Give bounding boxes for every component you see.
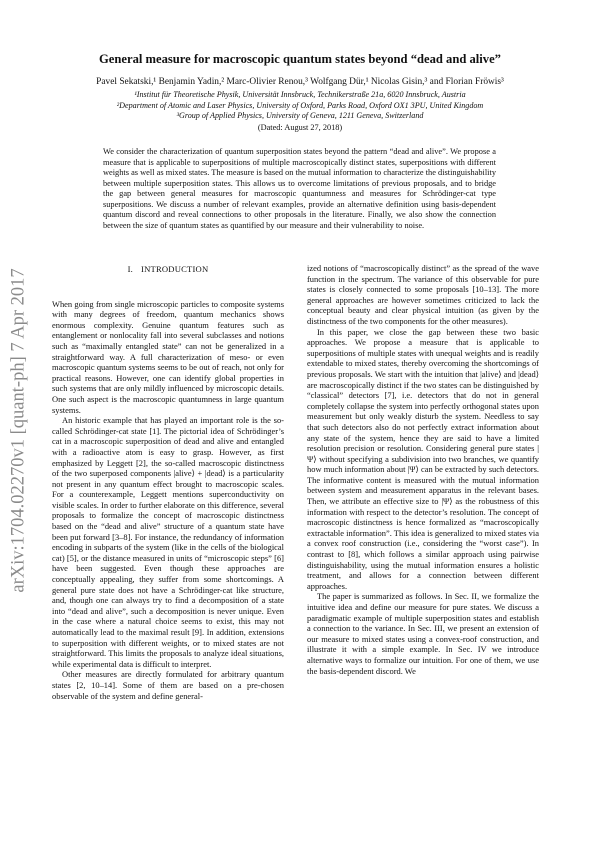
dated-line: (Dated: August 27, 2018) xyxy=(257,122,343,132)
left-column xyxy=(52,262,284,701)
arxiv-stamp xyxy=(4,250,34,610)
paragraph: The paper is summarized as follows. In Sec. II, we formalize the intuitive idea and define our measure for pure states. We discuss a paradigmatic example of multiple superposition states and establish a connection to the variance. In Sec. III, we present an extension of our measure to mixed states using a convex-roof construction, and illustrate it with a simple example. In Sec. IV we introduce alternative ways to formalize our intuition. For one of them, we use the basis-dependent discord. We xyxy=(307,591,539,676)
arxiv-id[interactable]: arXiv:1704.02270v1 [quant-ph] 7 Apr 2017 xyxy=(8,267,29,593)
abstract: We consider the characterization of quantum superposition states beyond the pattern “dead and alive”. We propose a measure that is applicable to superpositions of multiple macroscopically distinct states, superpositions with different weights as well as mixed states. The measure is based on the mutual information to characterize the distinguishability between multiple superposition states. This allows us to overcome limitations of previous proposals, and to bridge the gap between general measures for macroscopic quantumness and measures for Schrödinger-cat type superpositions. We discuss a number of relevant examples, provide an alternative definition using basis-dependent quantum discord and reveal connections to other proposals in the literature. Finally, we also show the connection between the size of quantum states as quantified by our measure and their vulnerability to noise. xyxy=(103,147,496,230)
paragraph: An historic example that has played an important role is the so-called Schrödinger-cat state [1]. The pictorial idea of Schrödinger’s cat in a macroscopic superposition of dead and alive and entangled with a radioactive atom is easy to grasp. However, as first emphasized by Leggett [2], the so-called macroscopic distinctness of the two superposed components |alive⟩ + |dead⟩ is a particularity not present in any quantum effect brought to macroscopic scales. For a counterexample, Leggett mentions superconductivity on visible scales. In order to further elaborate on this difference, several proposals to formalize the concept of macroscopic distinctness based on the “dead and alive” structure of a quantum state have been put forward [3–8]. For instance, the redundancy of information encoding in subparts of the system (like in the cells of the biological cat) [5], or the distance measured in units of “microscopic steps” [6] have been suggested. Even though these approaches are conceptually appealing, they suffer from some shortcomings. A general pure state does not have a Schrödinger-cat like structure, and, though one can always try to find a decomposition of a state into “dead and alive”, such a decomposition is never unique. Even in the case where a natural choice seems to exist, this may not automatically lead to the maximal result [9]. In addition, extensions to superposition with different weights, or to mixed states are not straightforward. This limits the proposals to analyze ideal situations, while experimental data is difficult to interpret. xyxy=(52,415,284,669)
affiliation-3: ³Group of Applied Physics, University of Geneva, 1211 Geneva, Switzerland xyxy=(176,111,424,121)
affiliation-1: ¹Institut für Theoretische Physik, Universität Innsbruck, Technikerstraße 21a, 6020 Innsbruck, Austria xyxy=(134,90,466,99)
section-heading xyxy=(52,264,284,275)
affiliation-2: ²Department of Atomic and Laser Physics, University of Oxford, Parks Road, Oxford OX1 3PU, United Kingdom xyxy=(116,100,484,110)
paragraph: ized notions of “macroscopically distinct” as the spread of the wave function in the spectrum. The variance of this observable for pure states is closely connected to some proposals [10–13]. The more general approaches are however sometimes criticized to lack the conceptual beauty and clear physical intuition (as given by the distinctness of the two components for the other measures). xyxy=(307,263,539,326)
section-title: INTRODUCTION xyxy=(141,264,209,274)
section-number: I. xyxy=(127,264,134,274)
paragraph: When going from single microscopic particles to composite systems with many degrees of freedom, quantum mechanics shows enormous complexity. Genuine quantum features such as entanglement or nonlocality fall into several subclasses and notions such as “maximally entangled state” can not be generalized in a straightforward way. A full characterization of meso- or even macroscopic quantum systems seems to be out of reach, not only for practical reasons. However, one can identify global properties in such systems that are only mildly influenced by microscopic details. One such aspect is the macroscopic quantumness in large quantum systems. xyxy=(52,298,284,415)
paper-title: General measure for macroscopic quantum states beyond “dead and alive” xyxy=(99,52,501,66)
paragraph: In this paper, we close the gap between these two basic approaches. We propose a measure that is applicable to superpositions of multiple states with unequal weights and is readily extendable to mixed states, thereby overcoming the shortcomings of previous proposals. We start with the intuition that |alive⟩ and |dead⟩ are macroscopically distinct if the two states can be distinguished by “classical” detectors [7], i.e. detectors that do not in general completely collapse the system into perfectly orthogonal states upon measurement but only weakly disturb the system. Needless to say that such detectors also do not perfectly extract information about any state of the system, hence they are said to have a limited resolution precision or resolution. Considering general pure states |Ψ⟩ without specifying a subdivision into two branches, we quantify how much information about |Ψ⟩ can be extracted by such detectors. The informative content is measured with the mutual information between system and measurement apparatus in the relevant bases. Then, we attribute an effective size to |Ψ⟩ as the robustness of this information with respect to the detector’s resolution. The concept of macroscopic distinctness is hence formalized as “macroscopically extractable information”. This idea is generalized to mixed states via a convex roof construction (i.e., considering the “worst case”). In contrast to [8], which follows a similar approach using pairwise distinguishability, using the mutual information ensures a holistic treatment, and allows for a connection between different approaches. xyxy=(307,326,539,591)
paper-header xyxy=(60,52,540,132)
paragraph: Other measures are directly formulated for arbitrary quantum states [2, 10–14]. Some of them are based on a pre-chosen observable of the system and define general- xyxy=(52,669,284,701)
right-column xyxy=(307,263,539,676)
author-list: Pavel Sekatski,¹ Benjamin Yadin,² Marc-Olivier Renou,³ Wolfgang Dür,¹ Nicolas Gisin,³ and Florian Fröwis³ xyxy=(96,77,504,87)
